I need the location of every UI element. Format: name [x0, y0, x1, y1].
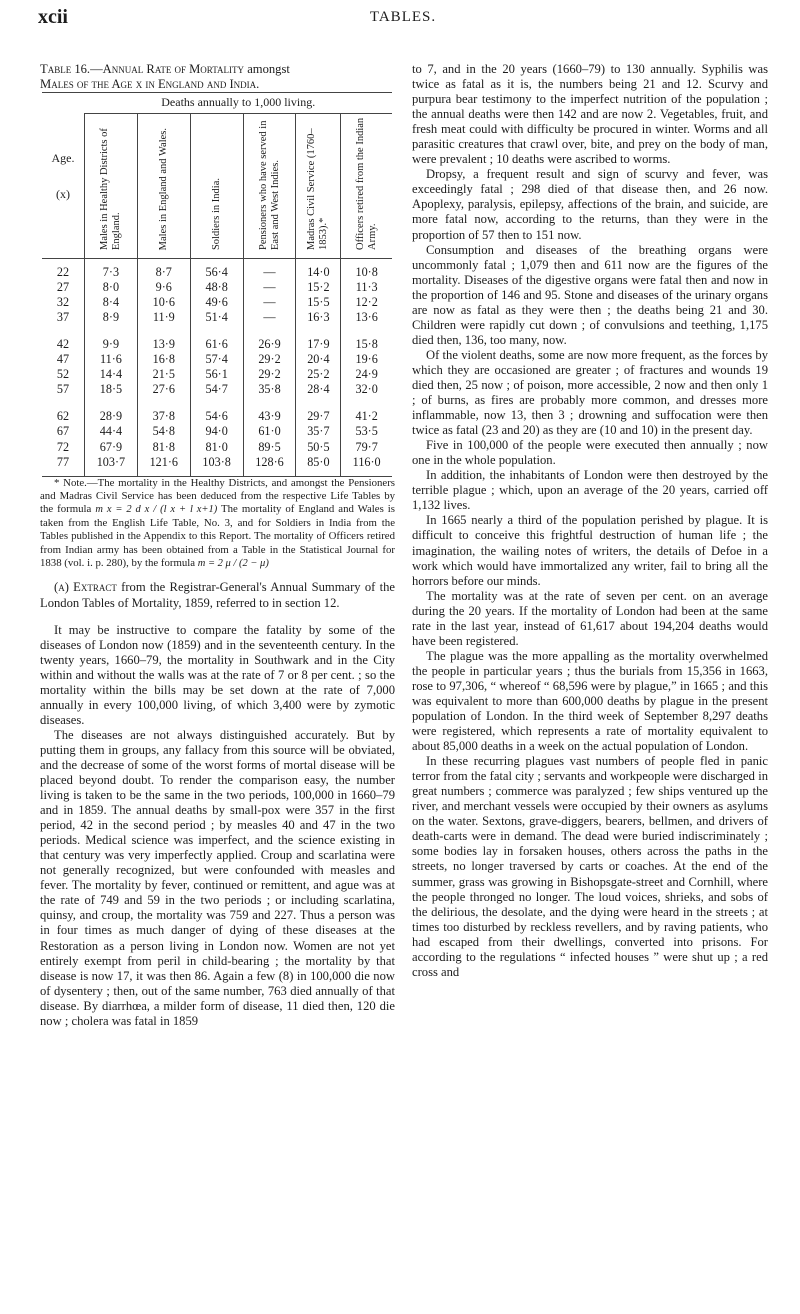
paragraph: The plague was the more appalling as the mortality overwhelmed the people in particular years ; thus the burials from 15,356 in 1663, rose to 97,306, “ whereof “ 68,596 were by plague,” in 1665 ; and this was equivalent to more than 600,000 deaths by plague in the present population of London. In the third week of September 8,297 deaths were registered, which represents a rate of mortality equivalent to about 85,000 deaths in a week on the actual population of London.	[412, 648, 768, 754]
table-caption-label: Table 16.—Annual Rate of Mortality	[40, 62, 245, 76]
table-row	[42, 310, 392, 325]
right-column	[412, 62, 768, 980]
rate-cell: 24·9	[341, 367, 392, 382]
rate-cell: —	[243, 310, 296, 325]
rate-cell: 50·5	[296, 440, 341, 455]
rate-cell: 11·9	[137, 310, 190, 325]
rate-cell: 128·6	[243, 455, 296, 470]
rate-cell: 89·5	[243, 440, 296, 455]
extract-heading	[40, 580, 395, 610]
rate-cell: 29·2	[243, 352, 296, 367]
table-row	[42, 409, 392, 424]
rate-cell: 27·6	[137, 382, 190, 397]
rate-cell: 29·7	[296, 409, 341, 424]
table-caption-line2: Males of the Age x in England and India.	[40, 77, 260, 91]
rate-cell: 12·2	[341, 295, 392, 310]
column-header: Males in Healthy Districts of England.	[85, 114, 138, 259]
table-row	[42, 455, 392, 470]
page-header	[38, 6, 768, 30]
rate-cell: 48·8	[190, 280, 243, 295]
paragraph: In addition, the inhabitants of London were then destroyed by the terrible plague ; which, upon an average of the 20 years, carried off 1,132 lives.	[412, 468, 768, 513]
rate-cell: 17·9	[296, 337, 341, 352]
table-row	[42, 352, 392, 367]
table-row	[42, 295, 392, 310]
rate-cell: 54·7	[190, 382, 243, 397]
table-row	[42, 367, 392, 382]
column-header: Officers retired from the Indian Army.	[341, 114, 392, 259]
table-row	[42, 337, 392, 352]
rate-cell: 13·6	[341, 310, 392, 325]
rate-cell: 51·4	[190, 310, 243, 325]
rate-cell: 79·7	[341, 440, 392, 455]
rate-cell: 35·7	[296, 424, 341, 439]
extract-lead: (a) Extract	[54, 580, 117, 595]
note-formula-2: m = 2 μ / (2 − μ)	[197, 558, 269, 570]
rate-cell: 29·2	[243, 367, 296, 382]
rate-cell: 21·5	[137, 367, 190, 382]
rate-cell: —	[243, 265, 296, 280]
rate-cell: 103·8	[190, 455, 243, 470]
rate-cell: 49·6	[190, 295, 243, 310]
rate-cell: 16·3	[296, 310, 341, 325]
extract-rest: from the Registrar-General's Annual Summary of the London Tables of Mortality, 1859, referred to in section 12.	[40, 580, 395, 610]
column-header: Males in England and Wales.	[137, 114, 190, 259]
rate-cell: 37·8	[137, 409, 190, 424]
table-row	[42, 265, 392, 280]
rate-cell: 43·9	[243, 409, 296, 424]
rate-cell: 8·9	[85, 310, 138, 325]
note-text-2: The mortality of England and Wales is taken from the English Life Table, No. 3, and for Soldiers in India from the Tables published in the Appendix to this Report. The mortality of Officers retired from Indian army has been obtained from a Table in the Statistical Journal for 1838 (vol. i. p. 280), by the formula	[40, 503, 395, 570]
rate-cell: 10·8	[341, 265, 392, 280]
age-cell: 62	[56, 409, 70, 424]
age-cell: 42	[56, 337, 70, 352]
paragraph: Of the violent deaths, some are now more frequent, as the forces by which they are occasioned are greater ; of fractures and wounds 19 died then, 25 now ; of poison, more accessible, 2 now and then only 1 ; of burns, as fires are probably more common, and dresses more inflammable, now 13, then 3 ; drowning and suffocation were then twice as fatal (23 and 20) as they are (10 and 10) in the present day.	[412, 347, 768, 438]
rate-cell: 67·9	[85, 440, 138, 455]
column-header: Soldiers in India.	[190, 114, 243, 259]
age-cell: 67	[56, 424, 70, 439]
age-label: Age.	[51, 150, 75, 165]
rate-cell: 54·8	[137, 424, 190, 439]
age-cell: 27	[56, 280, 70, 295]
rate-cell: 15·2	[296, 280, 341, 295]
rate-cell: 57·4	[190, 352, 243, 367]
paragraph: The diseases are not always distinguished accurately. But by putting them in groups, any fallacy from this source will be obviated, and the decrease of some of the worst forms of mortal disease will be placed beyond doubt. To render the comparison easy, the number living is taken to be the same in the two periods, 100,000 in 1660–79 and in 1859. The annual deaths by small-pox were 357 in the first period, 42 in the second period ; by measles 40 and 47 in the two periods. Medical science was imperfect, and the science existing in that century was very imperfectly applied. Croup and scarlatina were not generally recognized, but were confounded with measles and fever. The mortality by fever, continued or remittent, and ague was at the rate of 749 and 59 in the two periods ; or including scarlatina, quinsy, and croup, the mortality was 759 and 227. Thus a person was in four times as much danger of dying of these diseases at the Restoration as a person living in London now. Women are not yet entirely exempt from peril in child-bearing ; the mortality by that disease is now 17, it was then 86. Again a few (8) in 100,000 die now of dysentery ; then, out of the same number, 763 died annually of that disease. By diarrhœa, a milder form of disease, 11 died then, 120 die now ; cholera was fatal in 1859	[40, 727, 395, 1028]
rate-cell: 41·2	[341, 409, 392, 424]
rate-cell: 20·4	[296, 352, 341, 367]
column-header: Madras Civil Service (1760–1853).*	[296, 114, 341, 259]
rate-cell: 18·5	[85, 382, 138, 397]
note-formula-1: m x = 2 d x / (l x + l x+1)	[95, 504, 218, 516]
mortality-table	[42, 92, 392, 477]
rate-cell: 61·6	[190, 337, 243, 352]
rate-cell: 56·4	[190, 265, 243, 280]
rate-cell: 61·0	[243, 424, 296, 439]
rate-cell: 56·1	[190, 367, 243, 382]
rate-cell: 94·0	[190, 424, 243, 439]
paragraph: to 7, and in the 20 years (1660–79) to 130 annually. Syphilis was twice as fatal as it is, the numbers being 21 and 12. Scurvy and purpura bear testimony to the imperfect nutrition of the population ; the annual deaths were then 142 and are now 2. Vegetables, fruit, and fresh meat could with difficulty be procured in winter. Worms and all parasitic creatures that crawl over, bite, and prey on the body of man, were prevalent ; 10 deaths were ascribed to worms.	[412, 62, 768, 167]
rate-cell: 85·0	[296, 455, 341, 470]
age-variable: (x)	[56, 186, 70, 201]
table-row	[42, 280, 392, 295]
paragraph: In these recurring plagues vast numbers of people fled in panic terror from the fatal city ; servants and workpeople were discharged in great numbers ; commerce was paralyzed ; few ships ventured up the river, and merchant vessels were occupied by their owners as asylums on the water. Sextons, grave-diggers, bearers, bellmen, and drivers of death-carts were in demand. The dead were buried indiscriminately ; some bodies lay in forsaken houses, others across the paths in the streets, no longer traversed by carts or coaches. At the end of the summer, grass was growing in Bishopsgate-street and Cornhill, where the people thronged no longer. The loud voices, shrieks, and sobs of the delirious, the desolate, and the dying were heard in the streets ; at times too disturbed by reckless revellers, and by raving patients, who had escaped from their dwellings, converted into prisons. For according to the regulations “ infected houses ” were shut up ; a red cross and	[412, 754, 768, 979]
table-row	[42, 424, 392, 439]
column-header: Pensioners who have served in East and West Indies.	[243, 114, 296, 259]
rate-cell: 11·3	[341, 280, 392, 295]
paragraph: In 1665 nearly a third of the population perished by plague. It is difficult to conceive this frightful destruction of human life ; the imagination, the wailing notes of writers, the details of Defoe in a work which would have immortalized any writer, fail to bring all the horrors before our minds.	[412, 513, 768, 588]
age-cell: 47	[56, 352, 70, 367]
running-title: TABLES.	[369, 9, 437, 25]
paragraph: Consumption and diseases of the breathing organs were uncommonly fatal ; 1,079 then and 611 now are the figures of the mortality. Diseases of the digestive organs were fatal then and now in the proportion of 146 and 95. Stone and diseases of the urinary organs are now as fatal as they were then ; the deaths being 21 and 30. Children were rapidly cut down ; of convulsions and teething, 1,175 died then, 136, too many, now.	[412, 242, 768, 347]
paragraph: The mortality was at the rate of seven per cent. on an average during the 20 years. If the mortality of London had been at the same rate in the last year, instead of 61,617 about 194,204 deaths would have been registered.	[412, 588, 768, 648]
table-row	[42, 440, 392, 455]
rate-cell: 116·0	[341, 455, 392, 470]
rate-cell: 13·9	[137, 337, 190, 352]
table-caption-rest: amongst	[244, 62, 290, 76]
rate-cell: 28·4	[296, 382, 341, 397]
rate-cell: —	[243, 295, 296, 310]
rate-cell: 14·0	[296, 265, 341, 280]
paragraph: It may be instructive to compare the fatality by some of the diseases of London now (1859) and in the seventeenth century. In the twenty years, 1660–79, the mortality in Southwark and in the City within and without the walls was at the rate of 7 or 8 per cent. ; so the mortality within the bills may be set down at the rate of 7,000 annually in every 100,000 living, of which 3,400 were by zymotic diseases.	[40, 622, 395, 727]
rate-cell: 15·8	[341, 337, 392, 352]
rate-cell: 14·4	[85, 367, 138, 382]
age-cell: 37	[56, 310, 70, 325]
age-cell: 32	[56, 295, 70, 310]
age-cell: 77	[56, 454, 70, 469]
paragraph: Dropsy, a frequent result and sign of scurvy and fever, was exceedingly fatal ; 298 died of that disease then, and 26 now. Apoplexy, paralysis, epilepsy, affections of the brain, and suicide, are more fatal now, according to the returns, than they were in the proportion of 57 then to 151 now.	[412, 167, 768, 242]
table-row	[42, 382, 392, 397]
rate-cell: 10·6	[137, 295, 190, 310]
rate-cell: —	[243, 280, 296, 295]
table-caption	[40, 62, 395, 92]
rate-cell: 35·8	[243, 382, 296, 397]
rate-cell: 9·9	[85, 337, 138, 352]
deaths-header: Deaths annually to 1,000 living.	[85, 93, 393, 114]
rate-cell: 16·8	[137, 352, 190, 367]
rate-cell: 26·9	[243, 337, 296, 352]
rate-cell: 32·0	[341, 382, 392, 397]
rate-cell: 9·6	[137, 280, 190, 295]
rate-cell: 11·6	[85, 352, 138, 367]
left-column	[40, 62, 395, 1029]
rate-cell: 53·5	[341, 424, 392, 439]
table-note	[40, 477, 395, 571]
rate-cell: 54·6	[190, 409, 243, 424]
rate-cell: 8·7	[137, 265, 190, 280]
rate-cell: 44·4	[85, 424, 138, 439]
rate-cell: 28·9	[85, 409, 138, 424]
note-text-1: * Note.—The mortality in the Healthy Districts, and amongst the Pensioners and Madras Civil Service has been deduced from the respective Life Tables by the formula	[40, 476, 395, 516]
rate-cell: 19·6	[341, 352, 392, 367]
age-cell: 57	[56, 382, 70, 397]
rate-cell: 81·8	[137, 440, 190, 455]
rate-cell: 8·4	[85, 295, 138, 310]
page-number: xcii	[38, 6, 68, 28]
age-cell: 52	[56, 367, 70, 382]
rate-cell: 15·5	[296, 295, 341, 310]
rate-cell: 81·0	[190, 440, 243, 455]
age-cell: 22	[56, 265, 70, 280]
rate-cell: 103·7	[85, 455, 138, 470]
rate-cell: 25·2	[296, 367, 341, 382]
age-cell: 72	[56, 439, 70, 454]
table-body	[42, 259, 392, 477]
paragraph: Five in 100,000 of the people were executed then annually ; now one in the whole population.	[412, 438, 768, 468]
rate-cell: 121·6	[137, 455, 190, 470]
rate-cell: 8·0	[85, 280, 138, 295]
rate-cell: 7·3	[85, 265, 138, 280]
age-header	[42, 93, 85, 259]
